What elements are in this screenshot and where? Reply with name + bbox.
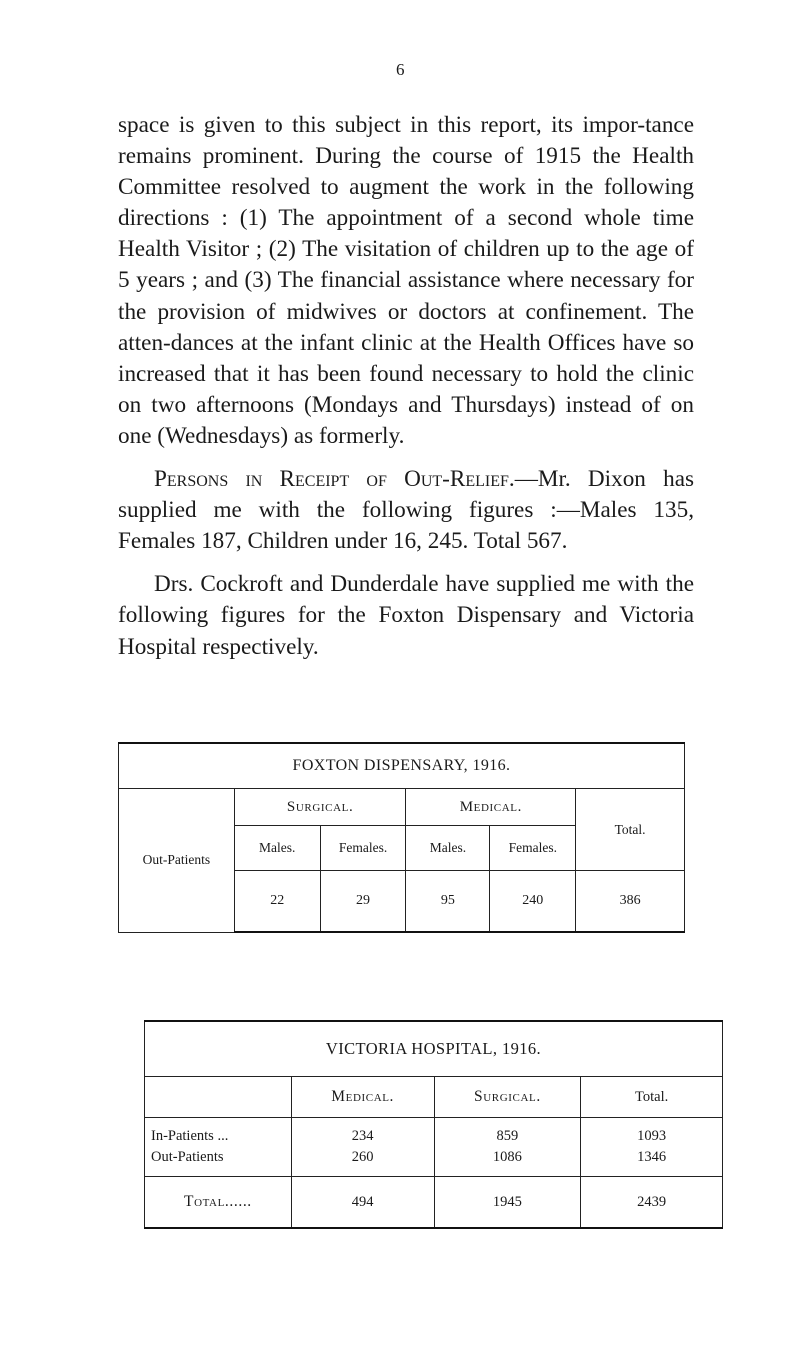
out-relief-text: —Mr. Dixon has supplied me with the following figures :—Males 135, Females 187, Children under 16, 245. Total 567. (118, 466, 695, 555)
table-cell: 1093 (637, 1128, 667, 1144)
total-values (581, 1118, 723, 1177)
total-medical: 494 (291, 1177, 434, 1229)
paragraph-health-committee: space is given to this subject in this report, its impor-tance remains prominent. During the course of 1915 the Health Committee resolved to augment the work in the following directions : (1) The appointment of a second whole time Health Visitor ; (2) The visitation of children up to the age of 5 years ; and (3) The financial assistance where necessary for the provision of midwives or doctors at confinement. The atten-dances at the infant clinic at the Health Offices have so increased that it has been found necessary to hold the clinic on two afternoons (Mondays and Thursdays) instead of on one (Wednesdays) as formerly. (118, 112, 694, 449)
table-cell: 1086 (492, 1149, 522, 1165)
surgical-females-value: 29 (320, 871, 406, 933)
out-patients-label: Out-Patients (119, 789, 235, 933)
total-header: Total. (581, 1077, 723, 1118)
surgical-values (434, 1118, 581, 1177)
table-cell: 234 (351, 1128, 374, 1144)
table-row-label: In-Patients ... (151, 1128, 229, 1144)
surgical-males-header: Males. (234, 826, 320, 871)
table-cell: 1346 (637, 1149, 667, 1165)
surgical-females-header: Females. (320, 826, 406, 871)
empty-header-cell (145, 1077, 292, 1118)
medical-females-header: Females. (490, 826, 576, 871)
victoria-table-title: VICTORIA HOSPITAL, 1916. (145, 1021, 723, 1077)
surgical-group-header: Surgical. (234, 789, 406, 826)
medical-males-header: Males. (406, 826, 490, 871)
page-number: 6 (396, 60, 405, 79)
surgical-header: Surgical. (434, 1077, 581, 1118)
total-grand: 2439 (581, 1177, 723, 1229)
paragraph-dispensary-intro: Drs. Cockroft and Dunderdale have supplied me with the following figures for the Foxton Dispensary and Victoria Hospital respectively. (118, 571, 694, 660)
table-cell: 859 (496, 1128, 519, 1144)
total-value: 386 (576, 871, 685, 933)
table-cell: 260 (351, 1149, 374, 1165)
victoria-hospital-table (144, 1020, 723, 1229)
medical-females-value: 240 (490, 871, 576, 933)
surgical-males-value: 22 (234, 871, 320, 933)
section-heading-out-relief: Persons in Receipt of Out-Relief. (154, 466, 515, 493)
total-row-label: Total...... (145, 1177, 292, 1229)
foxton-dispensary-table (118, 742, 685, 933)
medical-group-header: Medical. (406, 789, 576, 826)
report-text (118, 110, 694, 663)
paragraph-out-relief (118, 464, 694, 557)
foxton-table-title: FOXTON DISPENSARY, 1916. (119, 743, 685, 789)
medical-males-value: 95 (406, 871, 490, 933)
total-surgical: 1945 (434, 1177, 581, 1229)
row-labels (145, 1118, 292, 1177)
table-row-label: Out-Patients (151, 1149, 224, 1165)
medical-header: Medical. (291, 1077, 434, 1118)
total-header: Total. (576, 789, 685, 871)
medical-values (291, 1118, 434, 1177)
